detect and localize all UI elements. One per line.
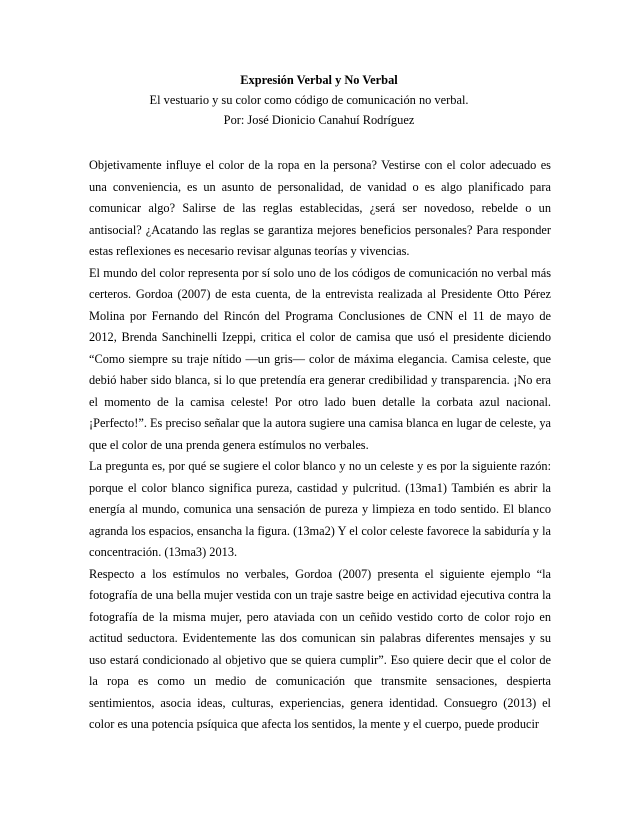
paragraph-2: El mundo del color representa por sí solo uno de los códigos de comunicación no verbal más certeros. Gordoa (2007) de esta cuenta, de la entrevista realizada al Presidente Otto Pérez Molina por Fernando del Rincón del Programa Conclusiones de CNN el 11 de mayo de 2012, Brenda Sanchinelli Izeppi, critica el color de camisa que usó el presidente diciendo “Como siempre su traje nítido —un gris— color de máxima elegancia. Camisa celeste, que debió haber sido blanca, si lo que pretendía era generar credibilidad y transparencia. ¡No era el momento de la camisa celeste! Por otro lado buen detalle la corbata azul nacional. ¡Perfecto!”. Es preciso señalar que la autora sugiere una camisa blanca en lugar de celeste, ya que el color de una prenda genera estímulos no verbales. (89, 265, 551, 452)
document-subtitle: El vestuario y su color como código de comunicación no verbal. (149, 93, 469, 107)
paragraph-4: Respecto a los estímulos no verbales, Gordoa (2007) presenta el siguiente ejemplo “la fotografía de una bella mujer vestida con un traje sastre beige en actividad ejecutiva contra la fotografía de la misma mujer, pero ataviada con un ceñido vestido corto de color rojo en actitud seductora. Evidentemente las dos comunican sin palabras diferentes mensajes y su uso estará condicionado al objetivo que se quiera cumplir”. Eso quiere decir que el color de la ropa es como un medio de comunicación que transmite sensaciones, despierta sentimientos, asocia ideas, culturas, experiencias, genera identidad. Consuegro (2013) el color es una potencia psíquica que afecta los sentidos, la mente y el cuerpo, puede producir (89, 566, 551, 731)
document-author: Por: José Dionicio Canahuí Rodríguez (223, 113, 415, 127)
paragraph-3: La pregunta es, por qué se sugiere el color blanco y no un celeste y es por la siguiente razón: porque el color blanco significa pureza, castidad y pulcritud. (13ma1) También es abrir la energía al mundo, comunica una sensación de pureza y limpieza en todo sentido. El blanco agranda los espacios, ensancha la figura. (13ma2) Y el color celeste favorece la sabiduría y la concentración. (13ma3) 2013. (89, 459, 551, 559)
document-title: Expresión Verbal y No Verbal (240, 73, 398, 87)
document-header (0, 70, 638, 130)
paragraph-1: Objetivamente influye el color de la ropa en la persona? Vestirse con el color adecuado es una conveniencia, es un asunto de personalidad, de vanidad o es algo planificado para comunicar algo? Salirse de las reglas establecidas, ¿será ser novedoso, rebelde o un antisocial? ¿Acatando las reglas se garantiza mejores beneficios personales? Para responder estas reflexiones es necesario revisar algunas teorías y vivencias. (89, 158, 551, 258)
document-body (89, 155, 551, 736)
